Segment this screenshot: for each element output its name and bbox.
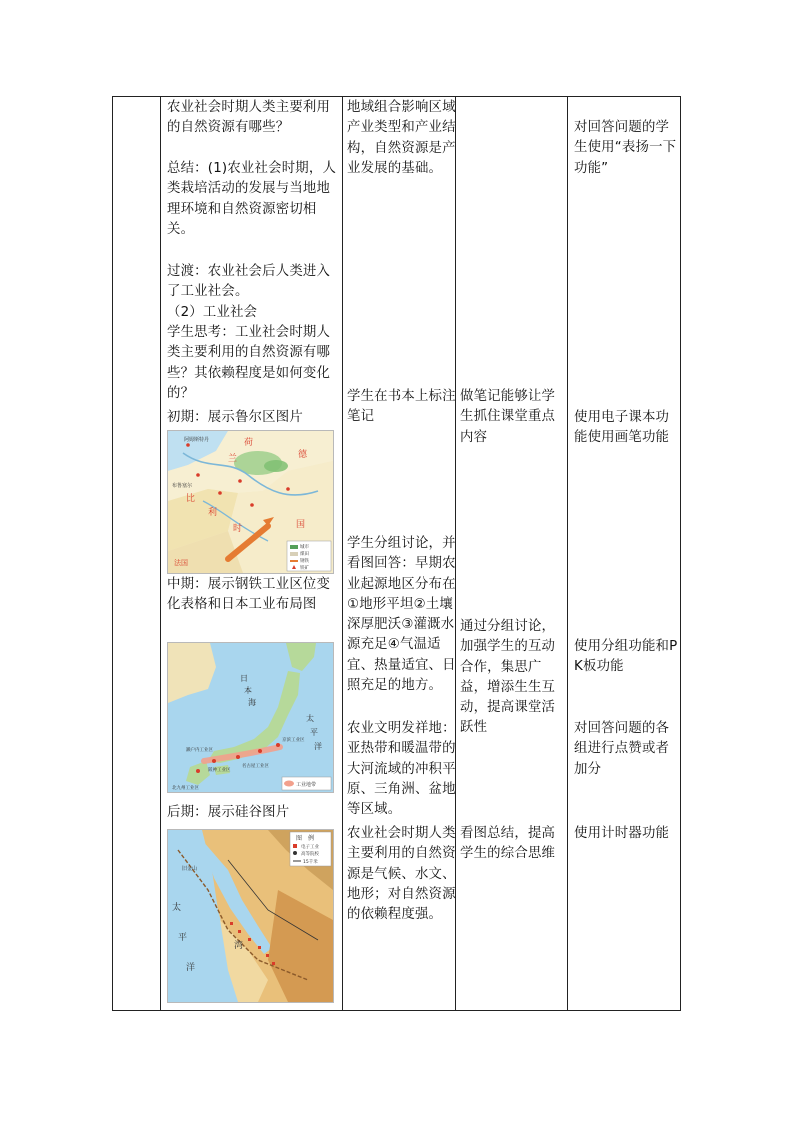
japan-industry-map-image xyxy=(167,642,334,793)
late-stage-text: 后期：展示硅谷图片 xyxy=(167,805,290,820)
intent-text-notes: 做笔记能够让学生抓住课堂重点内容 xyxy=(460,389,556,445)
tech-text-timer: 使用计时器功能 xyxy=(574,826,670,841)
map-label: 兰 xyxy=(228,454,238,464)
tech-text-group-pk: 使用分组功能和PK板功能 xyxy=(574,639,678,675)
map-label: 阪神工业区 xyxy=(208,768,231,773)
map-label: 城市 xyxy=(300,545,309,550)
column-border xyxy=(160,96,161,1011)
map-label: 法国 xyxy=(174,559,188,567)
map-label: 平 xyxy=(178,933,188,943)
map-label: 北九州工业区 xyxy=(172,786,199,791)
map-label: 京滨工业区 xyxy=(282,738,305,743)
student-text-civilization-origin: 农业文明发祥地：亚热带和暖温带的大河流域的冲积平原、三角洲、盆地等区域。 xyxy=(347,721,456,818)
map-label: 煤田 xyxy=(300,552,309,557)
map-label: 铁矿 xyxy=(300,566,309,571)
map-label: 利 xyxy=(208,508,218,518)
summary-agricultural: 总结：(1)农业社会时期，人类栽培活动的发展与当地地理环境和自然资源密切相关。 xyxy=(167,161,337,237)
map-label: 时 xyxy=(233,524,243,534)
map-label: 图 xyxy=(296,835,303,842)
early-stage-text: 初期：展示鲁尔区图片 xyxy=(167,410,303,425)
map-label: 电子工业 xyxy=(301,845,319,850)
map-label: 德 xyxy=(298,450,308,460)
map-label: 钢铁 xyxy=(300,559,309,564)
tech-text-praise: 对回答问题的学生使用“表扬一下功能” xyxy=(574,120,677,176)
student-text-resources-summary: 农业社会时期人类主要利用的自然资源是气候、水文、地形；对自然资源的依赖程度强。 xyxy=(347,826,456,923)
transition-text: 过渡：农业社会后人类进入了工业社会。 xyxy=(167,264,331,300)
student-text-industry-basis: 地域组合影响区域产业类型和产业结构，自然资源是产业发展的基础。 xyxy=(347,100,456,176)
map-label: 太 xyxy=(306,714,314,723)
tech-text-like-score: 对回答问题的各组进行点赞或者加分 xyxy=(574,721,670,777)
section-industrial-society: （2）工业社会 xyxy=(167,305,258,320)
map-label: 日 xyxy=(240,674,248,683)
map-label: 名古屋工业区 xyxy=(242,764,269,769)
map-label: 海 xyxy=(248,698,256,707)
map-label: 平 xyxy=(310,728,318,737)
map-label: 洋 xyxy=(314,742,322,751)
map-label: 工业地带 xyxy=(296,782,317,788)
ruhr-map-image xyxy=(167,430,334,574)
map-label: 国 xyxy=(296,520,306,530)
map-label: 旧金山 xyxy=(182,866,198,872)
map-label: 15千米 xyxy=(303,860,318,865)
table-bottom-border xyxy=(112,1010,681,1011)
table-top-border xyxy=(112,96,681,97)
tech-text-ebook-pen: 使用电子课本功能使用画笔功能 xyxy=(574,410,670,446)
map-label: 例 xyxy=(308,835,315,842)
intent-text-summary: 看图总结，提高学生的综合思维 xyxy=(460,826,556,862)
student-text-group-discussion: 学生分组讨论，并看图回答：早期农业起源地区分布在①地形平坦②土壤深厚肥沃③灌溉水源充足④气温适宜、热量适宜、日照充足的地方。 xyxy=(347,536,456,694)
silicon-valley-map-image xyxy=(167,829,334,1003)
column-border xyxy=(680,96,681,1011)
map-label: 阿姆斯特丹 xyxy=(184,437,210,443)
map-label: 比 xyxy=(186,494,196,504)
map-label: 洋 xyxy=(186,963,196,973)
map-label: 荷 xyxy=(244,438,254,448)
column-border xyxy=(567,96,568,1011)
map-label: 濑户内工业区 xyxy=(186,748,213,753)
lesson-plan-table xyxy=(112,96,681,1011)
map-label: 湾 xyxy=(234,941,244,951)
mid-stage-text: 中期：展示钢铁工业区位变化表格和日本工业布局图 xyxy=(167,577,331,613)
student-text-notes: 学生在书本上标注笔记 xyxy=(347,389,456,425)
map-label: 布鲁塞尔 xyxy=(172,483,193,489)
intent-text-group: 通过分组讨论，加强学生的互动合作，集思广益，增添生生互动，提高课堂活跃性 xyxy=(460,619,556,736)
question-agricultural-resources: 农业社会时期人类主要利用的自然资源有哪些？ xyxy=(167,100,331,136)
student-think-question: 学生思考：工业社会时期人类主要利用的自然资源有哪些？其依赖程度是如何变化的？ xyxy=(167,325,331,401)
map-label: 本 xyxy=(244,686,252,695)
map-label: 太 xyxy=(172,903,182,913)
column-border xyxy=(112,96,113,1011)
map-label: 高等院校 xyxy=(301,852,319,857)
